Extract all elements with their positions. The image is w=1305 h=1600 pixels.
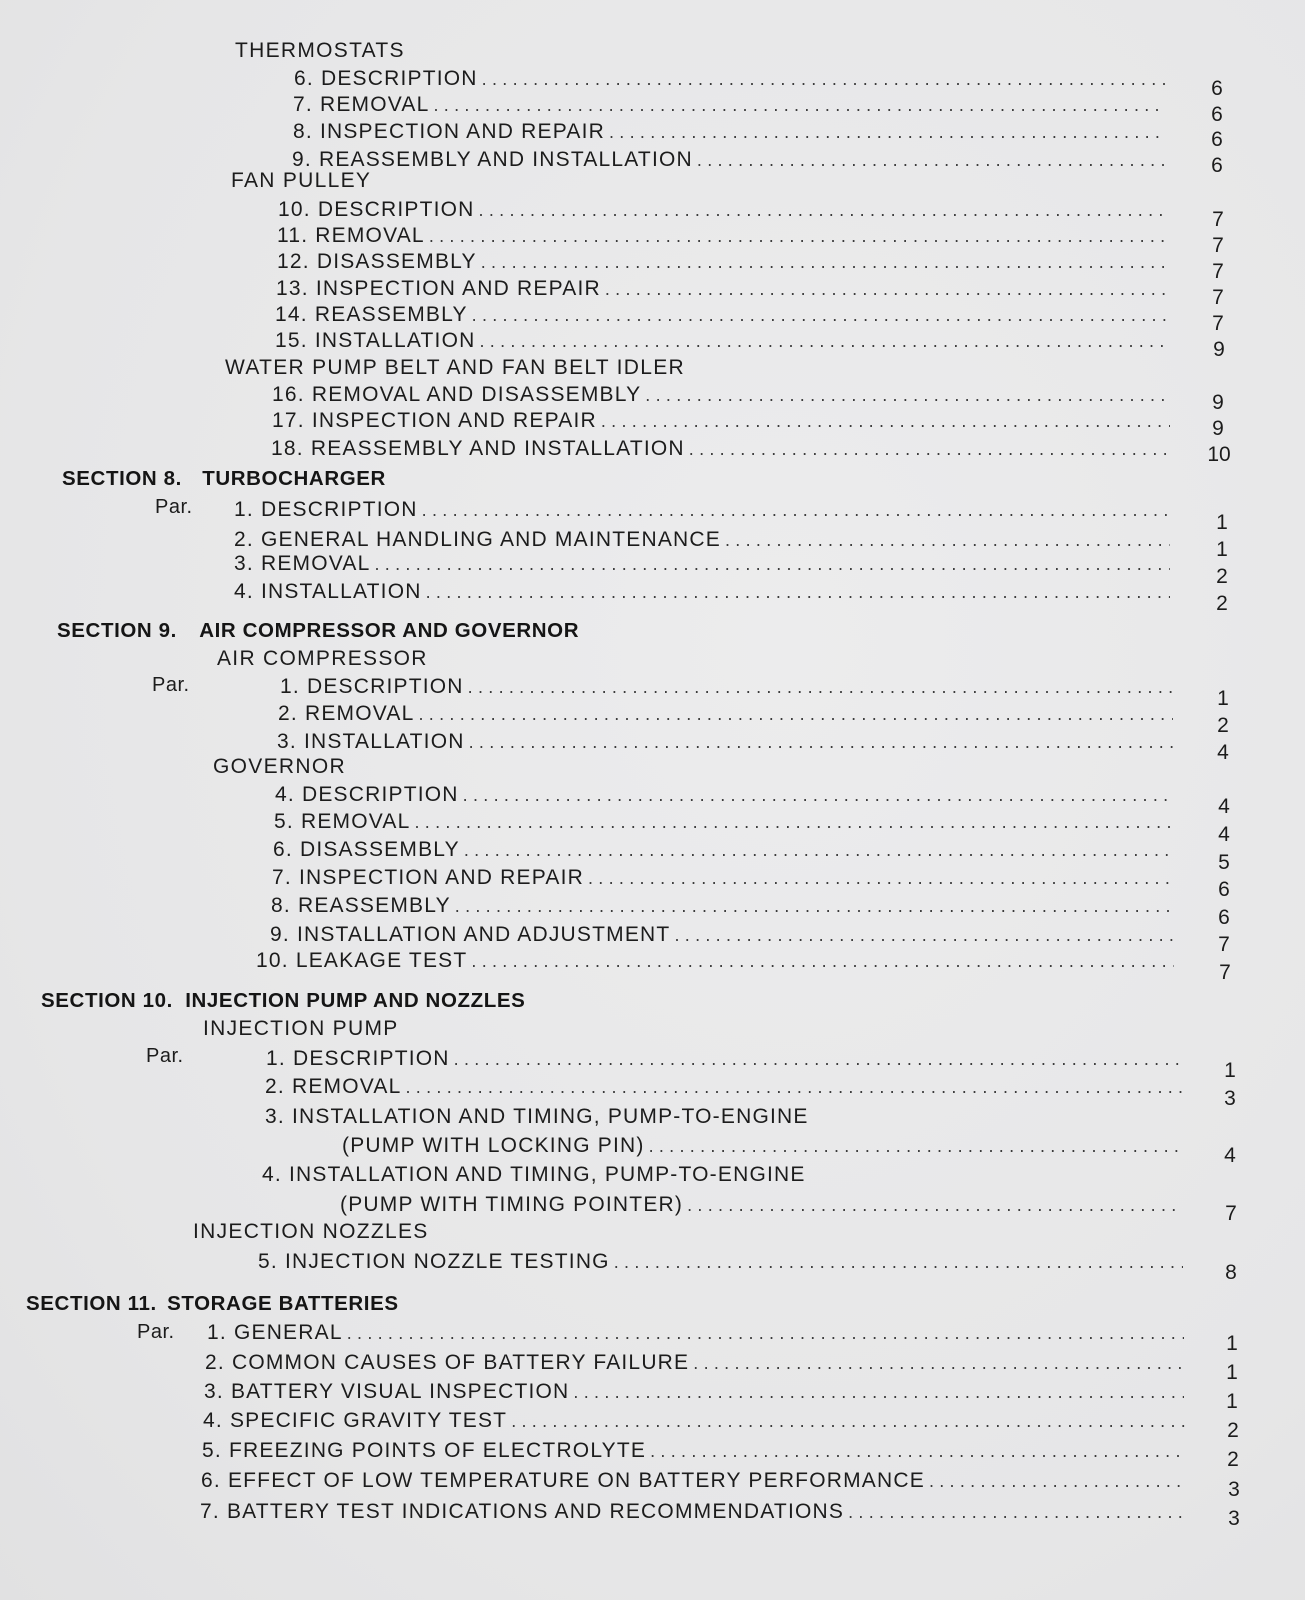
par-label: Par. xyxy=(155,496,193,518)
page-number: 1 xyxy=(1226,1332,1238,1355)
page-number: 8 xyxy=(1225,1261,1237,1284)
dot-leader xyxy=(422,497,1170,523)
dot-leader xyxy=(472,302,1168,328)
page-number: 7 xyxy=(1212,312,1224,335)
toc-entry[interactable] xyxy=(265,1074,1182,1100)
dot-leader xyxy=(464,837,1174,863)
dot-leader xyxy=(725,527,1170,553)
dot-leader xyxy=(689,436,1170,462)
entry-label: 1. GENERAL xyxy=(207,1321,343,1344)
entry-label: 1. DESCRIPTION xyxy=(234,498,418,521)
entry-label: 8. INSPECTION AND REPAIR xyxy=(293,120,605,143)
page-number: 2 xyxy=(1216,565,1228,588)
entry-label: 9. INSTALLATION AND ADJUSTMENT xyxy=(270,923,671,946)
toc-entry[interactable] xyxy=(277,223,1168,249)
toc-entry[interactable] xyxy=(271,436,1170,462)
dot-leader xyxy=(405,1074,1182,1100)
page-number: 5 xyxy=(1218,851,1230,874)
page-number: 7 xyxy=(1212,208,1224,231)
page-number: 3 xyxy=(1224,1087,1236,1110)
toc-entry[interactable] xyxy=(266,1046,1182,1072)
dot-leader xyxy=(588,865,1174,891)
toc-entry[interactable] xyxy=(277,249,1168,275)
page-number: 6 xyxy=(1218,906,1230,929)
page-number: 2 xyxy=(1227,1419,1239,1442)
dot-leader xyxy=(614,1249,1183,1275)
dot-leader xyxy=(609,119,1166,145)
dot-leader xyxy=(929,1468,1186,1494)
page-number: 9 xyxy=(1212,391,1224,414)
section-number: SECTION 9. xyxy=(57,619,177,642)
page-number: 4 xyxy=(1224,1144,1236,1167)
toc-entry[interactable] xyxy=(342,1133,1182,1159)
toc-entry[interactable] xyxy=(272,865,1174,891)
entry-label: 5. REMOVAL xyxy=(274,810,411,833)
section-heading[interactable] xyxy=(62,466,386,492)
page-number: 4 xyxy=(1217,741,1229,764)
section-title: AIR COMPRESSOR AND GOVERNOR xyxy=(199,619,580,642)
page-number: 9 xyxy=(1212,417,1224,440)
dot-leader xyxy=(848,1499,1186,1525)
section-heading[interactable] xyxy=(26,1291,399,1317)
dot-leader xyxy=(454,1046,1182,1072)
page-number: 6 xyxy=(1211,103,1223,126)
dot-leader xyxy=(479,197,1168,223)
entry-label-continuation: (PUMP WITH LOCKING PIN) xyxy=(342,1134,645,1157)
page-number: 1 xyxy=(1216,511,1228,534)
entry-label: 6. DISASSEMBLY xyxy=(273,838,460,861)
dot-leader xyxy=(414,809,1173,835)
page-number: 7 xyxy=(1212,260,1224,283)
toc-entry[interactable] xyxy=(270,922,1174,948)
subsection-heading-air-compressor: AIR COMPRESSOR xyxy=(217,647,428,670)
section-heading[interactable] xyxy=(57,618,579,644)
toc-entry[interactable] xyxy=(234,579,1170,605)
page-number: 2 xyxy=(1217,714,1229,737)
entry-label: 4. SPECIFIC GRAVITY TEST xyxy=(203,1409,508,1432)
page-number: 6 xyxy=(1211,154,1223,177)
toc-entry[interactable] xyxy=(256,948,1174,974)
entry-label: 1. DESCRIPTION xyxy=(280,675,464,698)
toc-entry[interactable] xyxy=(272,382,1170,408)
toc-entry[interactable] xyxy=(201,1468,1186,1494)
subsection-heading-governor: GOVERNOR xyxy=(213,755,346,778)
toc-entry[interactable] xyxy=(293,119,1166,145)
toc-entry[interactable] xyxy=(280,674,1173,700)
dot-leader xyxy=(481,249,1168,275)
entry-label: 2. REMOVAL xyxy=(265,1075,402,1098)
dot-leader xyxy=(693,1350,1184,1376)
entry-label: 10. DESCRIPTION xyxy=(278,198,475,221)
entry-label: 3. INSTALLATION xyxy=(277,730,465,753)
subsection-heading-fan-pulley: FAN PULLEY xyxy=(231,169,372,192)
toc-entry[interactable] xyxy=(234,551,1170,577)
dot-leader xyxy=(482,66,1166,92)
entry-label: 4. INSTALLATION xyxy=(234,580,422,603)
toc-entry[interactable] xyxy=(277,729,1173,755)
page-number: 10 xyxy=(1207,443,1231,466)
dot-leader xyxy=(463,782,1173,808)
page-number: 1 xyxy=(1217,687,1229,710)
entry-label: 5. FREEZING POINTS OF ELECTROLYTE xyxy=(202,1439,647,1462)
entry-label: 16. REMOVAL AND DISASSEMBLY xyxy=(272,383,642,406)
entry-label: 10. LEAKAGE TEST xyxy=(256,949,468,972)
par-label: Par. xyxy=(152,674,190,696)
toc-entry[interactable] xyxy=(258,1249,1183,1275)
entry-label: 4. DESCRIPTION xyxy=(275,783,459,806)
dot-leader xyxy=(429,223,1168,249)
toc-entry[interactable] xyxy=(204,1379,1184,1405)
page-number: 6 xyxy=(1218,878,1230,901)
entry-label: 3. INSTALLATION AND TIMING, PUMP-TO-ENGINE xyxy=(265,1105,809,1128)
toc-entry[interactable] xyxy=(293,92,1166,118)
page-number: 7 xyxy=(1218,933,1230,956)
dot-leader xyxy=(468,674,1173,700)
toc-entry[interactable] xyxy=(292,147,1166,173)
entry-label: 2. GENERAL HANDLING AND MAINTENANCE xyxy=(234,528,721,551)
entry-label: 14. REASSEMBLY xyxy=(275,303,468,326)
entry-label: 17. INSPECTION AND REPAIR xyxy=(272,409,597,432)
entry-label: 3. BATTERY VISUAL INSPECTION xyxy=(204,1380,570,1403)
page-number: 6 xyxy=(1211,128,1223,151)
entry-label: 1. DESCRIPTION xyxy=(266,1047,450,1070)
toc-entry[interactable] xyxy=(207,1320,1184,1346)
page-number: 4 xyxy=(1218,795,1230,818)
page-number: 3 xyxy=(1228,1507,1240,1530)
dot-leader xyxy=(645,382,1170,408)
entry-label: 5. INJECTION NOZZLE TESTING xyxy=(258,1250,610,1273)
page-number: 1 xyxy=(1216,538,1228,561)
entry-label: 2. COMMON CAUSES OF BATTERY FAILURE xyxy=(205,1351,690,1374)
toc-entry[interactable] xyxy=(273,837,1174,863)
page-number: 7 xyxy=(1219,961,1231,984)
toc-entry[interactable] xyxy=(234,527,1170,553)
dot-leader xyxy=(426,579,1170,605)
section-title: TURBOCHARGER xyxy=(202,467,386,490)
section-heading[interactable] xyxy=(41,988,525,1014)
page-number: 1 xyxy=(1226,1390,1238,1413)
toc-entry[interactable] xyxy=(278,701,1173,727)
toc-entry[interactable] xyxy=(340,1192,1183,1218)
toc-entry[interactable] xyxy=(205,1350,1184,1376)
toc-entry[interactable] xyxy=(272,408,1170,434)
page-number: 1 xyxy=(1226,1361,1238,1384)
entry-label: 4. INSTALLATION AND TIMING, PUMP-TO-ENGINE xyxy=(262,1163,806,1186)
dot-leader xyxy=(687,1192,1183,1218)
toc-entry[interactable] xyxy=(274,809,1173,835)
par-label: Par. xyxy=(146,1045,184,1067)
entry-label: 7. BATTERY TEST INDICATIONS AND RECOMMENDATIONS xyxy=(200,1500,845,1523)
page-number: 2 xyxy=(1227,1448,1239,1471)
entry-label: 18. REASSEMBLY AND INSTALLATION xyxy=(271,437,685,460)
section-title: STORAGE BATTERIES xyxy=(167,1292,399,1315)
entry-label: 6. DESCRIPTION xyxy=(294,67,478,90)
dot-leader xyxy=(418,701,1173,727)
entry-label: 8. REASSEMBLY xyxy=(271,894,451,917)
toc-entry[interactable] xyxy=(275,782,1173,808)
entry-label: 3. REMOVAL xyxy=(234,552,371,575)
section-title: INJECTION PUMP AND NOZZLES xyxy=(185,989,526,1012)
dot-leader xyxy=(347,1320,1184,1346)
page-number: 2 xyxy=(1216,592,1228,615)
toc-entry[interactable] xyxy=(275,328,1168,354)
subsection-heading-injection-pump: INJECTION PUMP xyxy=(203,1017,399,1040)
toc-entry[interactable] xyxy=(271,893,1174,919)
entry-label: 11. REMOVAL xyxy=(277,224,425,247)
page-number: 6 xyxy=(1211,77,1223,100)
dot-leader xyxy=(601,408,1170,434)
page-number: 9 xyxy=(1213,338,1225,361)
dot-leader xyxy=(511,1408,1185,1434)
dot-leader xyxy=(455,893,1174,919)
dot-leader xyxy=(469,729,1173,755)
page-number: 4 xyxy=(1218,823,1230,846)
dot-leader xyxy=(649,1133,1182,1159)
par-label: Par. xyxy=(137,1321,175,1343)
entry-label: 6. EFFECT OF LOW TEMPERATURE ON BATTERY PERFORMANCE xyxy=(201,1469,925,1492)
entry-label: 9. REASSEMBLY AND INSTALLATION xyxy=(292,148,693,171)
dot-leader xyxy=(697,147,1166,173)
page-number: 7 xyxy=(1212,286,1224,309)
toc-entry[interactable] xyxy=(276,276,1168,302)
entry-label: 15. INSTALLATION xyxy=(275,329,476,352)
subsection-heading-thermostats: THERMOSTATS xyxy=(235,39,405,62)
page-number: 3 xyxy=(1228,1478,1240,1501)
entry-label: 7. REMOVAL xyxy=(293,93,430,116)
toc-entry[interactable] xyxy=(294,66,1166,92)
entry-label: 12. DISASSEMBLY xyxy=(277,250,477,273)
section-number: SECTION 10. xyxy=(41,989,173,1012)
page-number: 7 xyxy=(1212,234,1224,257)
dot-leader xyxy=(433,92,1166,118)
page-number: 7 xyxy=(1225,1202,1237,1225)
toc-entry[interactable] xyxy=(278,197,1168,223)
section-number: SECTION 8. xyxy=(62,467,182,490)
dot-leader xyxy=(605,276,1168,302)
toc-entry[interactable] xyxy=(200,1499,1186,1525)
entry-label: 2. REMOVAL xyxy=(278,702,415,725)
toc-entry[interactable] xyxy=(202,1438,1185,1464)
subsection-heading-water-pump-belt: WATER PUMP BELT AND FAN BELT IDLER xyxy=(225,356,686,379)
toc-entry[interactable] xyxy=(275,302,1168,328)
page-number: 1 xyxy=(1224,1059,1236,1082)
entry-label: 13. INSPECTION AND REPAIR xyxy=(276,277,601,300)
subsection-heading-injection-nozzles: INJECTION NOZZLES xyxy=(193,1220,429,1243)
entry-label-continuation: (PUMP WITH TIMING POINTER) xyxy=(340,1193,684,1216)
toc-entry[interactable] xyxy=(234,497,1170,523)
dot-leader xyxy=(374,551,1170,577)
dot-leader xyxy=(674,922,1174,948)
entry-label: 7. INSPECTION AND REPAIR xyxy=(272,866,584,889)
toc-entry[interactable] xyxy=(203,1408,1185,1434)
section-number: SECTION 11. xyxy=(26,1292,157,1315)
dot-leader xyxy=(573,1379,1184,1405)
dot-leader xyxy=(471,948,1174,974)
dot-leader xyxy=(650,1438,1185,1464)
dot-leader xyxy=(479,328,1168,354)
